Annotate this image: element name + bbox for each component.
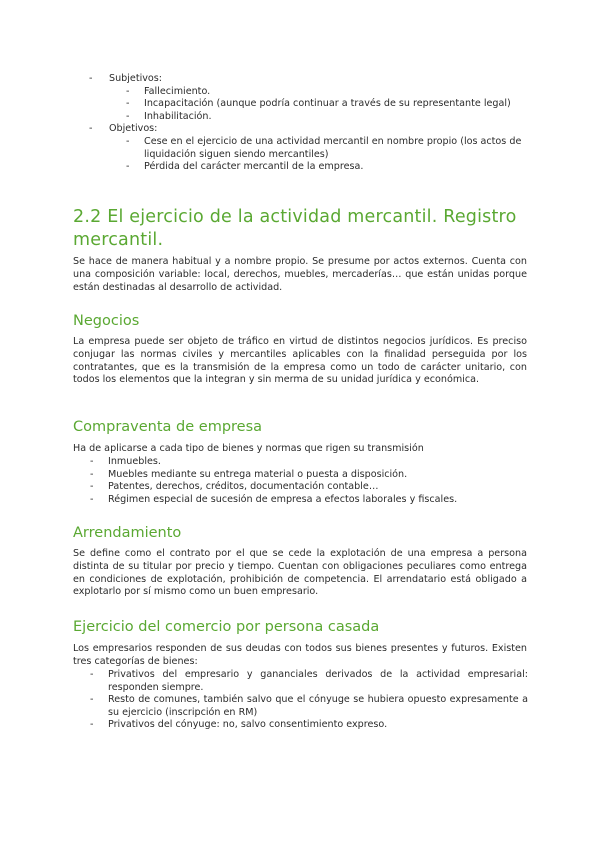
arrendamiento-heading: Arrendamiento: [73, 525, 182, 541]
casada-paragraph: Los empresarios responden de sus deudas con todos sus bienes presentes y futuros. Existen tres categorías de bienes:: [73, 643, 527, 667]
compraventa-list: [108, 456, 528, 506]
intro-list: [74, 73, 559, 174]
compraventa-heading: Compraventa de empresa: [73, 419, 263, 435]
section-heading: 2.2 El ejercicio de la actividad mercantil. Registro mercantil.: [73, 207, 517, 250]
casada-list: [108, 669, 528, 732]
list-item: - Privativos del empresario y gananciales derivados de la actividad empresarial: responden siempre.: [108, 669, 528, 694]
list-item: [109, 73, 559, 123]
sublist: [109, 86, 559, 124]
compraventa-paragraph: Ha de aplicarse a cada tipo de bienes y normas que rigen su transmisión: [73, 443, 424, 454]
list-item: - Cese en el ejercicio de una actividad mercantil en nombre propio (los actos de liquidación siguen siendo mercantiles): [144, 136, 524, 161]
section-paragraph: Se hace de manera habitual y a nombre propio. Se presume por actos externos. Cuenta con una composición variable: local, derechos, muebles, mercaderías… que están unidas porque están destinadas al desarrollo de actividad.: [73, 256, 527, 293]
negocios-heading: Negocios: [73, 313, 140, 329]
arrendamiento-paragraph: Se define como el contrato por el que se cede la explotación de una empresa a persona distinta de su titular por precio y tiempo. Cuentan con obligaciones peculiares como entrega en condiciones de explotación, prohibición de competencia. El arrendatario está obligado a explotarlo por sí mismo como un buen empresario.: [73, 548, 527, 598]
sublist: [109, 136, 559, 174]
list-item: - Pérdida del carácter mercantil de la empresa.: [144, 161, 559, 174]
list-item: - Patentes, derechos, créditos, documentación contable…: [108, 481, 528, 494]
list-item: - Privativos del cónyuge: no, salvo consentimiento expreso.: [108, 719, 528, 732]
list-item: - Muebles mediante su entrega material o puesta a disposición.: [108, 469, 528, 482]
list-item: - Régimen especial de sucesión de empresa a efectos laborales y fiscales.: [108, 494, 528, 507]
list-item: - Resto de comunes, también salvo que el cónyuge se hubiera opuesto expresamente a su ejercicio (inscripción en RM): [108, 694, 528, 719]
list-item: - Fallecimiento.: [144, 86, 559, 99]
list-item-label: Objetivos:: [109, 123, 158, 135]
list-item: - Inhabilitación.: [144, 111, 559, 124]
list-item: - Inmuebles.: [108, 456, 528, 469]
negocios-paragraph: La empresa puede ser objeto de tráfico en virtud de distintos negocios jurídicos. Es preciso conjugar las normas civiles y mercantiles aplicables con la finalidad perseguida por los contratantes, que es la transmisión de la empresa como un todo de carácter unitario, con todos los elementos que la integran y sin merma de su unidad jurídica y económica.: [73, 336, 527, 386]
list-item: [109, 123, 559, 173]
list-item-label: Subjetivos:: [109, 73, 163, 84]
casada-heading: Ejercicio del comercio por persona casada: [73, 619, 380, 635]
list-item: - Incapacitación (aunque podría continuar a través de su representante legal): [144, 98, 524, 111]
